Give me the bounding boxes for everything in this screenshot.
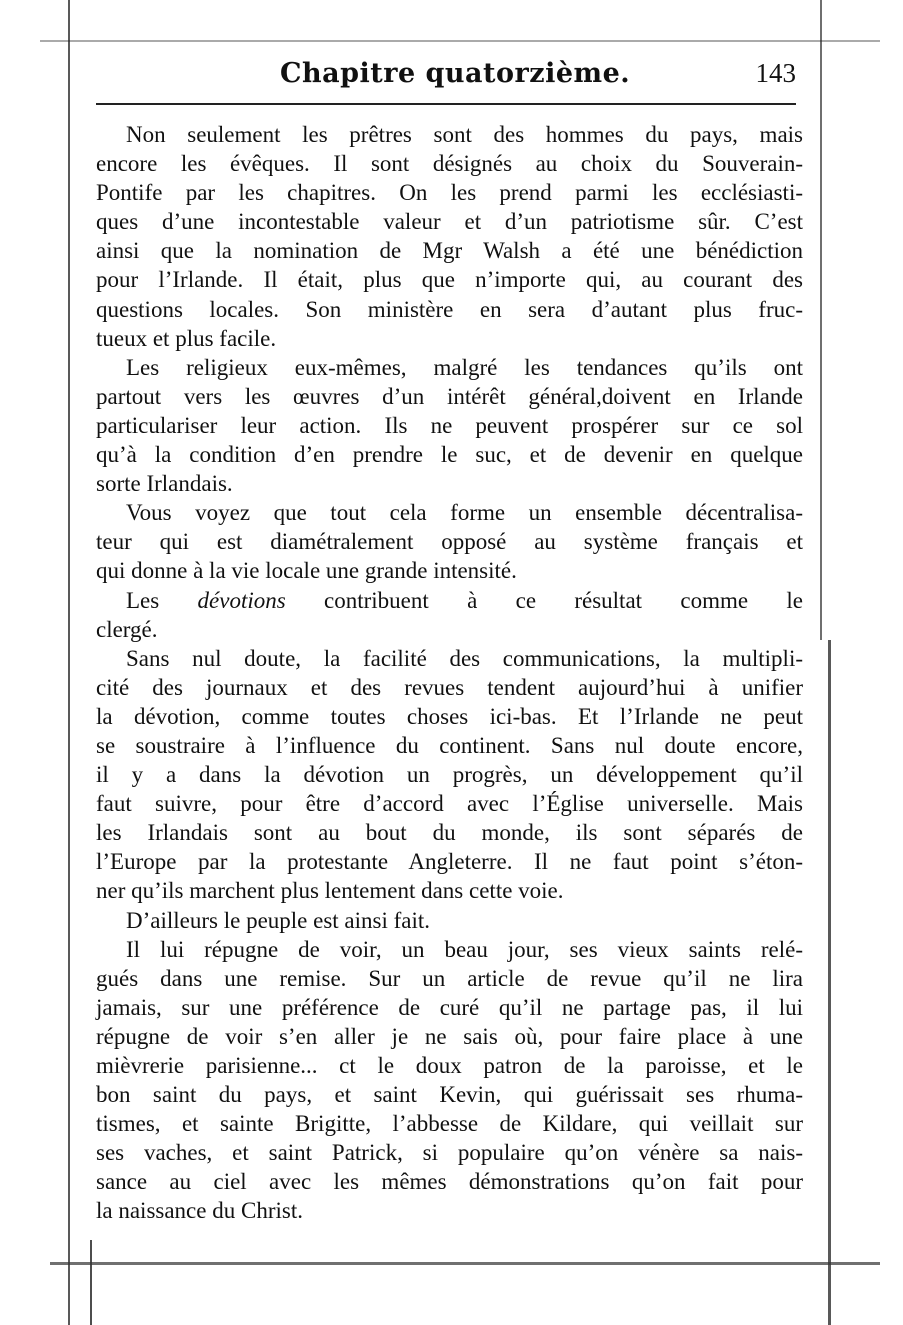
text-line: se soustraire à l’influence du continent. Sans nul doute encore, [96, 732, 803, 758]
text-body [96, 120, 803, 1226]
text-line: sorte Irlandais. [96, 471, 233, 497]
paragraph-7 [96, 935, 803, 1226]
text-fragment: Les [126, 587, 198, 613]
page-number: 143 [755, 58, 796, 88]
text-line: bon saint du pays, et saint Kevin, qui guérissait ses rhuma- [96, 1082, 803, 1108]
text-line: partout vers les œuvres d’un intérêt général,doivent en Irlande [96, 383, 803, 409]
scan-edge-right [820, 0, 822, 640]
text-line: pour l’Irlande. Il était, plus que n’importe qui, au courant des [96, 267, 803, 293]
text-line: qu’à la condition d’en prendre le suc, et de devenir en quelque [96, 442, 803, 468]
text-line: l’Europe par la protestante Angleterre. Il ne faut point s’éton- [96, 849, 803, 875]
text-line: cité des journaux et des revues tendent aujourd’hui à unifier [96, 674, 803, 700]
text-line: Vous voyez que tout cela forme un ensemble décentralisa- [126, 500, 803, 526]
text-line: Non seulement les prêtres sont des hommes du pays, mais [126, 122, 803, 147]
text-line: ainsi que la nomination de Mgr Walsh a été une bénédiction [96, 238, 803, 264]
text-line: ques d’une incontestable valeur et d’un patriotisme sûr. C’est [96, 209, 803, 235]
text-line: répugne de voir s’en aller je ne sais où, pour faire place à une [96, 1023, 803, 1049]
paragraph-6 [96, 906, 803, 935]
scan-edge-left [68, 0, 70, 1325]
paragraph-1 [96, 120, 803, 353]
text-line: sance au ciel avec les mêmes démonstrations qu’on fait pour [96, 1169, 803, 1195]
text-line: gués dans une remise. Sur un article de revue qu’il ne lira [96, 965, 803, 991]
text-line: qui donne à la vie locale une grande intensité. [96, 558, 517, 584]
paragraph-2 [96, 353, 803, 498]
header-rule [96, 103, 796, 105]
text-line: faut suivre, pour être d’accord avec l’Église universelle. Mais [96, 791, 803, 817]
text-line: D’ailleurs le peuple est ainsi fait. [126, 907, 431, 933]
scan-edge-left-lower [90, 1240, 92, 1325]
text-line: particulariser leur action. Ils ne peuvent prospérer sur ce sol [96, 412, 803, 438]
chapter-title: Chapitre quatorzième. [280, 58, 631, 89]
text-line: Sans nul doute, la facilité des communications, la multipli- [126, 645, 803, 671]
italic-term: dévotions [197, 587, 286, 613]
scan-edge-bottom [50, 1262, 880, 1265]
text-line: questions locales. Son ministère en sera d’autant plus fruc- [96, 296, 803, 322]
text-line: encore les évêques. Il sont désignés au choix du Souverain- [96, 151, 803, 177]
text-line: Pontife par les chapitres. On les prend parmi les ecclésiasti- [96, 180, 803, 206]
text-line: clergé. [96, 616, 158, 642]
text-line: Les religieux eux-mêmes, malgré les tendances qu’ils ont [126, 354, 803, 380]
text-line: tismes, et sainte Brigitte, l’abbesse de Kildare, qui veillait sur [96, 1111, 803, 1137]
text-line: ner qu’ils marchent plus lentement dans cette voie. [96, 878, 564, 904]
paragraph-5 [96, 644, 803, 906]
text-line: tueux et plus facile. [96, 325, 277, 351]
text-line: Il lui répugne de voir, un beau jour, ses vieux saints relé- [126, 936, 803, 962]
text-line: la dévotion, comme toutes choses ici-bas. Et l’Irlande ne peut [96, 703, 803, 729]
text-line: ses vaches, et saint Patrick, si populaire qu’on vénère sa nais- [96, 1140, 803, 1166]
paragraph-4 [96, 586, 803, 644]
text-fragment: contribuent à ce résultat comme le [285, 587, 803, 613]
text-line: jamais, sur une préférence de curé qu’il ne partage pas, il lui [96, 994, 803, 1020]
text-line: mièvrerie parisienne... ct le doux patron de la paroisse, et le [96, 1053, 803, 1078]
text-line: teur qui est diamétralement opposé au système français et [96, 529, 803, 555]
text-line [96, 586, 803, 615]
text-line: la naissance du Christ. [96, 1198, 303, 1224]
page-header [100, 52, 800, 98]
paragraph-3 [96, 498, 803, 585]
scan-edge-top [40, 40, 880, 42]
scan-edge-right-lower [828, 640, 831, 1325]
text-line: il y a dans la dévotion un progrès, un développement qu’il [96, 762, 803, 788]
text-line: les Irlandais sont au bout du monde, ils sont séparés de [96, 820, 803, 846]
